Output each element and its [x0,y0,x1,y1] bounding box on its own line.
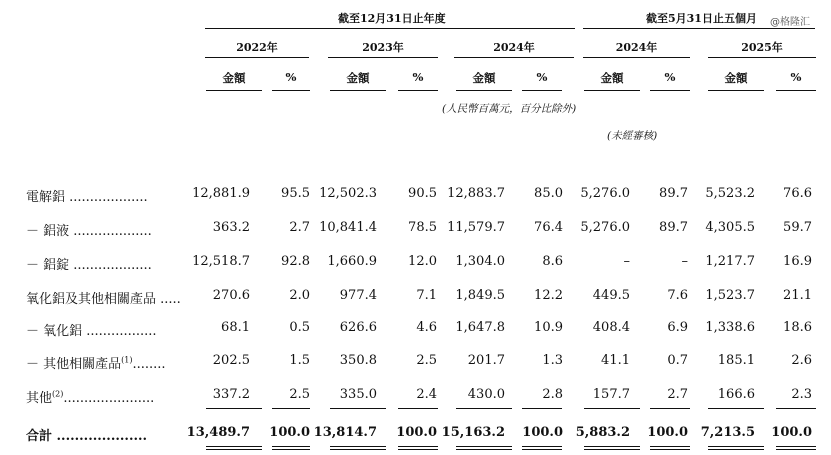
cell-amount: 157.7 [592,387,630,402]
total-double-rule [776,449,816,450]
cell-percent: 16.9 [783,254,812,269]
cell-amount: 335.0 [339,387,377,402]
total-double-rule [330,449,386,450]
unaudited-note: (未經審核) [607,130,658,142]
cell-amount: 363.2 [212,220,250,235]
total-amount: 15,163.2 [441,425,505,440]
footnote-marker: (1) [121,355,133,365]
cell-amount: 1,849.5 [455,288,505,303]
total-amount: 5,883.2 [575,425,630,440]
row-label-alumina: － 氧化鋁 ................. [26,324,157,339]
cell-percent: 0.7 [667,353,688,368]
cell-percent: 2.7 [667,387,688,402]
total-double-rule [650,449,690,450]
year-header-2022: 2022年 [236,41,278,54]
year-rule-2022 [205,57,309,58]
cell-percent: 2.3 [791,387,812,402]
cell-percent: 18.6 [783,320,812,335]
period-interim-header: 截至5月31日止五個月 [646,12,757,25]
col-rule [776,90,816,91]
total-double-rule [456,446,512,447]
total-double-rule [272,446,310,447]
col-rule [584,90,640,91]
total-double-rule [456,449,512,450]
year-rule-2025-interim [708,57,816,58]
total-double-rule [522,449,562,450]
row-label-text: 其他 [26,391,53,406]
cell-percent: 92.8 [281,254,310,269]
cell-percent: 1.3 [542,353,563,368]
row-label-dots: ...................... [63,391,155,406]
row-label-dots: ........ [132,357,166,372]
year-rule-2024 [454,57,574,58]
cell-amount: 1,338.6 [705,320,755,335]
subtotal-rule [456,408,512,409]
amount-header: 金額 [222,71,246,85]
total-double-rule [708,446,764,447]
subtotal-rule [272,408,310,409]
total-percent: 100.0 [396,425,437,440]
cell-percent: 59.7 [783,220,812,235]
cell-amount: 337.2 [212,387,250,402]
percent-header: % [285,70,297,84]
total-double-rule [708,449,764,450]
total-double-rule [584,446,640,447]
cell-amount: 5,276.0 [580,220,630,235]
total-percent: 100.0 [269,425,310,440]
col-rule [456,90,512,91]
cell-percent: 2.5 [289,387,310,402]
cell-amount: 449.5 [592,288,630,303]
col-rule [522,90,562,91]
cell-percent: 2.7 [289,220,310,235]
cell-percent: 4.6 [416,320,437,335]
cell-amount: 1,217.7 [705,254,755,269]
cell-percent: 76.4 [534,220,563,235]
subtotal-rule [650,408,690,409]
cell-amount: 1,660.9 [327,254,377,269]
subtotal-rule [206,408,262,409]
cell-amount: 201.7 [467,353,505,368]
total-amount: 7,213.5 [700,425,755,440]
row-label-text: － 其他相關產品 [26,357,122,372]
cell-amount: 430.0 [467,387,505,402]
year-rule-2024-interim [583,57,690,58]
row-label-others [26,387,154,406]
amount-header: 金額 [472,71,496,85]
cell-amount: 202.5 [212,353,250,368]
percent-header: % [536,70,548,84]
row-label-aluminum-ingot: － 鋁錠 ................... [26,258,152,273]
total-double-rule [584,449,640,450]
cell-percent: 12.2 [534,288,563,303]
period-annual-rule [205,28,575,29]
cell-amount: 5,276.0 [580,186,630,201]
col-rule [398,90,438,91]
cell-amount: 1,523.7 [705,288,755,303]
watermark: @格隆汇 [770,17,810,28]
total-double-rule [522,446,562,447]
cell-amount: 270.6 [212,288,250,303]
amount-header: 金額 [724,71,748,85]
subtotal-rule [330,408,386,409]
year-header-2025-interim: 2025年 [741,41,783,54]
total-double-rule [330,446,386,447]
cell-percent: 2.6 [791,353,812,368]
subtotal-rule [776,408,816,409]
col-rule [330,90,386,91]
cell-amount: 350.8 [339,353,377,368]
total-double-rule [650,446,690,447]
cell-amount: 5,523.2 [705,186,755,201]
cell-percent: 95.5 [281,186,310,201]
total-amount: 13,814.7 [313,425,377,440]
cell-amount: 12,518.7 [192,254,250,269]
cell-percent: 10.9 [534,320,563,335]
subtotal-rule [522,408,562,409]
cell-percent: 89.7 [659,220,688,235]
cell-amount: – [623,254,630,269]
total-double-rule [398,446,438,447]
year-header-2024: 2024年 [493,41,535,54]
cell-amount: 1,647.8 [455,320,505,335]
total-double-rule [206,446,262,447]
percent-header: % [790,70,802,84]
cell-percent: 2.4 [416,387,437,402]
row-label-alumina-and-related: 氧化鋁及其他相關產品 ..... [26,292,181,307]
period-annual-header: 截至12月31日止年度 [338,12,446,25]
cell-percent: 78.5 [408,220,437,235]
year-header-2023: 2023年 [362,41,404,54]
cell-percent: 21.1 [783,288,812,303]
cell-amount: 10,841.4 [319,220,377,235]
total-double-rule [398,449,438,450]
footnote-marker: (2) [52,389,64,399]
cell-amount: 12,881.9 [192,186,250,201]
total-double-rule [272,449,310,450]
year-rule-2023 [328,57,438,58]
cell-percent: 12.0 [408,254,437,269]
percent-header: % [412,70,424,84]
total-double-rule [206,449,262,450]
cell-percent: 76.6 [783,186,812,201]
amount-header: 金額 [346,71,370,85]
total-double-rule [776,446,816,447]
subtotal-rule [398,408,438,409]
cell-amount: 626.6 [339,320,377,335]
cell-amount: 1,304.0 [455,254,505,269]
year-header-2024-interim: 2024年 [615,41,658,54]
subtotal-rule [708,408,764,409]
total-percent: 100.0 [647,425,688,440]
cell-percent: 8.6 [542,254,563,269]
cell-percent: 2.0 [289,288,310,303]
cell-percent: 1.5 [289,353,310,368]
cell-percent: 90.5 [408,186,437,201]
cell-percent: 2.5 [416,353,437,368]
cell-percent: 2.8 [542,387,563,402]
cell-percent: – [681,254,688,269]
subtotal-rule [584,408,640,409]
cell-amount: 4,305.5 [705,220,755,235]
cell-amount: 41.1 [601,353,630,368]
period-interim-rule [583,28,815,29]
row-label-molten-aluminum: － 鋁液 ................... [26,224,152,239]
cell-amount: 11,579.7 [447,220,505,235]
cell-percent: 0.5 [289,320,310,335]
row-label-electrolytic-aluminum: 電解鋁 ................... [26,190,148,205]
cell-percent: 85.0 [534,186,563,201]
col-rule [206,90,262,91]
cell-amount: 166.6 [717,387,755,402]
cell-amount: 408.4 [592,320,630,335]
total-amount: 13,489.7 [186,425,250,440]
col-rule [650,90,690,91]
cell-amount: 12,883.7 [447,186,505,201]
cell-percent: 6.9 [667,320,688,335]
total-percent: 100.0 [771,425,812,440]
cell-amount: 977.4 [339,288,377,303]
row-label-total: 合計 .................... [26,429,148,444]
cell-percent: 7.1 [416,288,437,303]
cell-percent: 7.6 [667,288,688,303]
cell-percent: 89.7 [659,186,688,201]
cell-amount: 185.1 [717,353,755,368]
total-percent: 100.0 [522,425,563,440]
col-rule [708,90,764,91]
amount-header: 金額 [600,71,624,85]
percent-header: % [664,70,676,84]
cell-amount: 12,502.3 [319,186,377,201]
unit-note: (人民幣百萬元，百分比除外) [442,103,577,115]
cell-amount: 68.1 [221,320,250,335]
col-rule [272,90,310,91]
row-label-other-related-products [26,353,166,372]
